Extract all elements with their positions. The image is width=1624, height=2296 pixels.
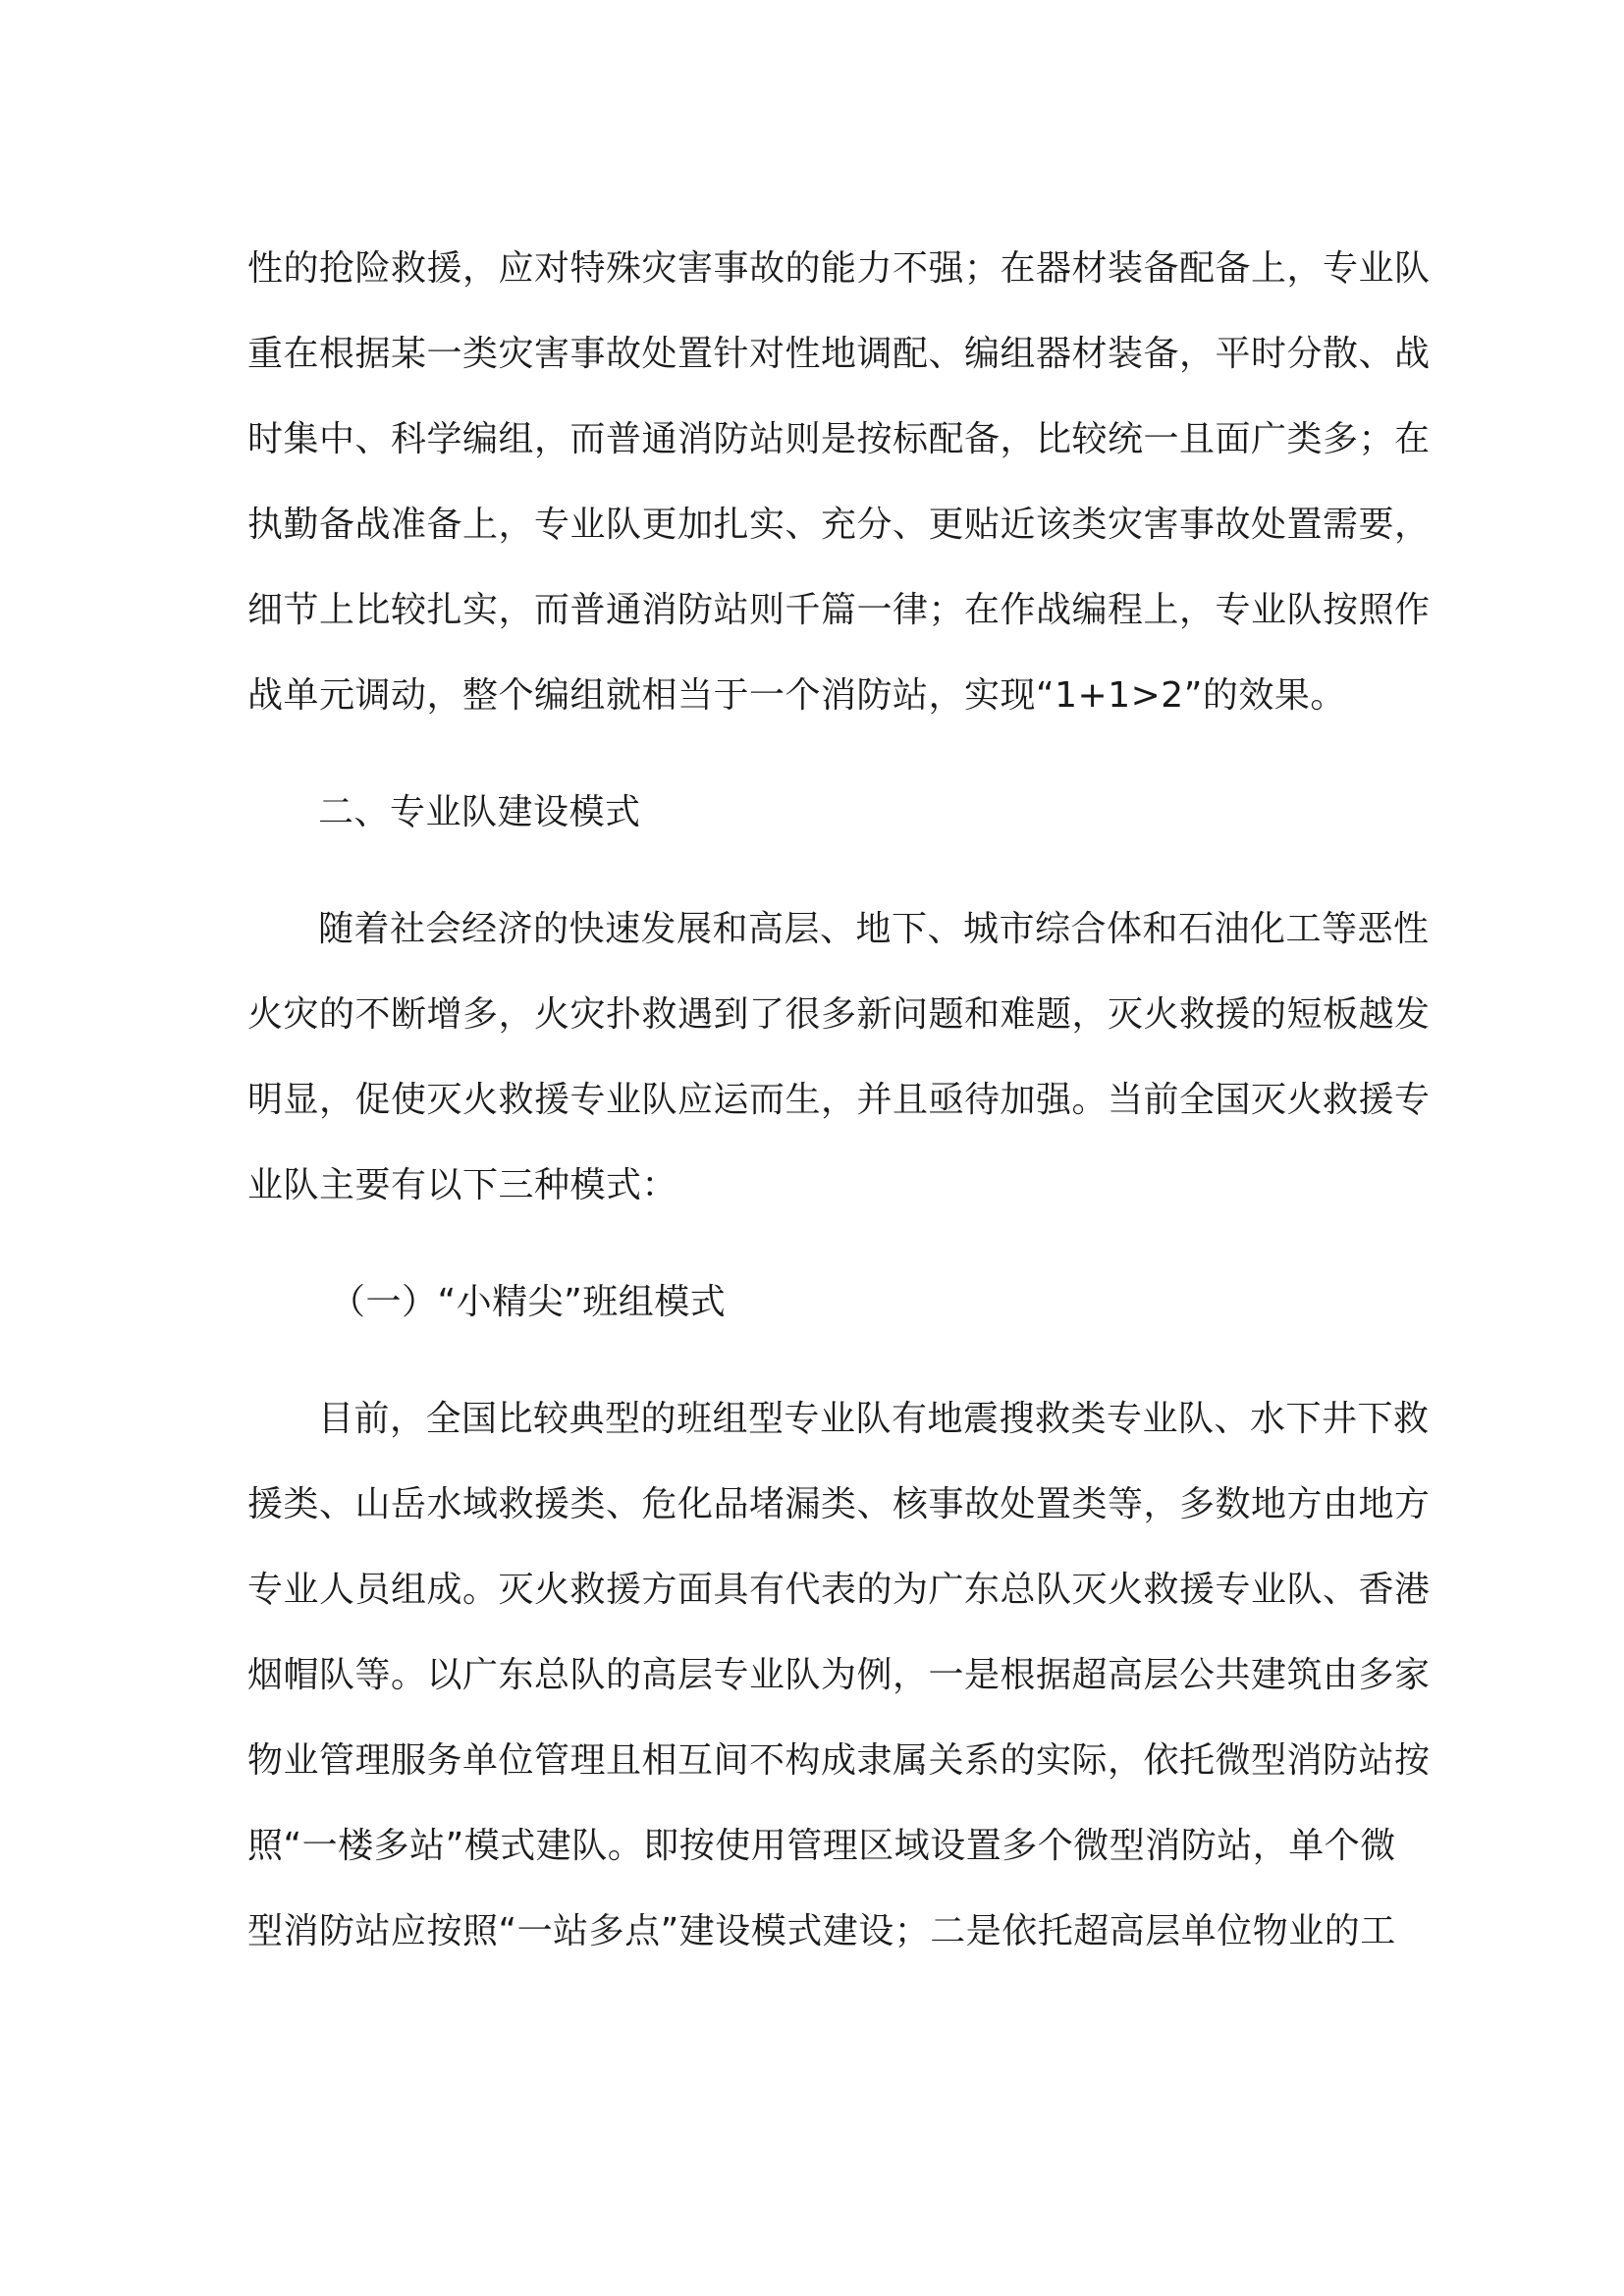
paragraph-team-comparison <box>247 226 1431 738</box>
text-line: 目前，全国比较典型的班组型专业队有地震搜救类专业队、水下井下救 <box>318 1399 1430 1439</box>
text-line: 专业人员组成。灭火救援方面具有代表的为广东总队灭火救援专业队、香港 <box>247 1570 1431 1610</box>
text-line: 烟帽队等。以广东总队的高层专业队为例，一是根据超高层公共建筑由多家 <box>247 1655 1431 1695</box>
paragraph-spacer <box>247 855 1386 886</box>
heading-text: 二、专业队建设模式 <box>318 792 641 832</box>
text-line: 性的抢险救援，应对特殊灾害事故的能力不强；在器材装备配备上，专业队 <box>247 248 1431 289</box>
text-line: 重在根据某一类灾害事故处置针对性地调配、编组器材装备，平时分散、战 <box>247 334 1431 374</box>
subheading-text: （一）“小精尖”班组模式 <box>330 1282 727 1322</box>
text-line: 物业管理服务单位管理且相互间不构成隶属关系的实际，依托微型消防站按 <box>247 1740 1431 1781</box>
text-line: 火灾的不断增多，火灾扑救遇到了很多新问题和难题，灭火救援的短板越发 <box>247 994 1431 1035</box>
text-line: 明显，促使灭火救援专业队应运而生，并且亟待加强。当前全国灭火救援专 <box>247 1080 1431 1120</box>
text-line: 业队主要有以下三种模式： <box>247 1165 678 1205</box>
text-line: 援类、山岳水域救援类、危化品堵漏类、核事故处置类等，多数地方由地方 <box>247 1484 1431 1524</box>
paragraph-team-origins <box>247 886 1431 1228</box>
text-line: 随着社会经济的快速发展和高层、地下、城市综合体和石油化工等恶性 <box>318 909 1430 949</box>
text-line: 型消防站应按照“一站多点”建设模式建设；二是依托超高层单位物业的工 <box>247 1911 1396 1951</box>
paragraph-spacer <box>247 1228 1386 1259</box>
text-line: 执勤备战准备上，专业队更加扎实、充分、更贴近该类灾害事故处置需要， <box>247 505 1431 545</box>
document-page <box>247 226 1431 1974</box>
section-heading <box>247 770 1386 855</box>
text-line: 战单元调动，整个编组就相当于一个消防站，实现“1+1>2”的效果。 <box>247 675 1346 716</box>
paragraph-spacer <box>247 1345 1386 1376</box>
paragraph-team-model <box>247 1376 1431 1974</box>
paragraph-spacer <box>247 738 1386 770</box>
text-line: 照“一楼多站”模式建队。即按使用管理区域设置多个微型消防站，单个微 <box>247 1826 1396 1866</box>
subsection-heading <box>247 1259 1386 1345</box>
text-line: 时集中、科学编组，而普通消防站则是按标配备，比较统一且面广类多；在 <box>247 419 1431 459</box>
text-line: 细节上比较扎实，而普通消防站则千篇一律；在作战编程上，专业队按照作 <box>247 590 1431 630</box>
